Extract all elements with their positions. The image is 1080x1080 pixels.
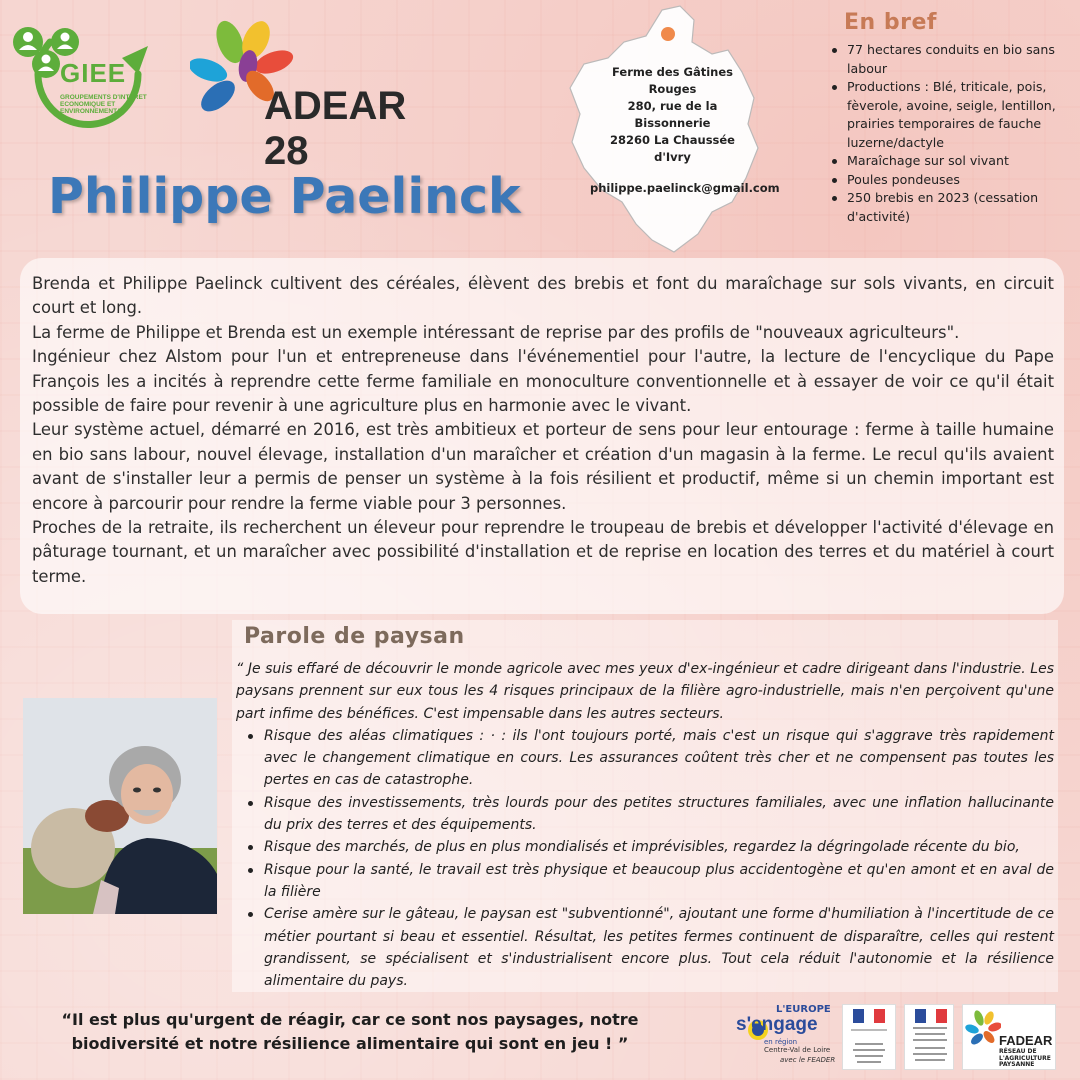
ministry-text-block-icon xyxy=(909,1027,951,1067)
presentation-paragraph: La ferme de Philippe et Brenda est un exemple intéressant de reprise par des profils de "nouveaux agriculteurs". xyxy=(32,322,960,342)
adear-logo xyxy=(190,20,450,173)
europe-line1: L'EUROPE xyxy=(776,1004,831,1015)
list-item: Productions : Blé, triticale, pois, fèverole, avoine, seigle, lentillon, prairies temporaires de fauche luzerne/dactyle xyxy=(828,78,1058,152)
list-item: Poules pondeuses xyxy=(828,171,1058,190)
europe-feader-logo xyxy=(736,1004,836,1066)
europe-line5: avec le FEADER xyxy=(780,1056,836,1064)
page-title: Philippe Paelinck xyxy=(48,168,521,225)
farm-street: 280, rue de la Bissonnerie xyxy=(627,99,718,130)
ministry-agriculture-logo xyxy=(842,1004,896,1070)
fadear-logo xyxy=(962,1004,1056,1070)
farmer-photo xyxy=(23,698,217,914)
adear-label: ADEAR 28 xyxy=(264,84,407,173)
fadear-subtitle: RÉSEAU DE L'AGRICULTURE PAYSANNE xyxy=(999,1048,1051,1068)
list-item: 77 hectares conduits en bio sans labour xyxy=(828,41,1058,78)
farmer-with-sheep-photo-icon xyxy=(23,698,217,914)
farm-city: 28260 La Chaussée d'Ivry xyxy=(610,133,735,164)
giee-subtitle: GROUPEMENTS D'INTERET ECONOMIQUE ET ENVIRONNEMENTAL xyxy=(60,94,147,115)
fadear-name: FADEAR xyxy=(999,1033,1053,1048)
parole-panel xyxy=(232,620,1058,992)
farm-address xyxy=(590,64,780,197)
farm-email[interactable]: philippe.paelinck@gmail.com xyxy=(590,181,780,195)
french-flag-icon xyxy=(915,1009,947,1023)
list-item: 250 brebis en 2023 (cessation d'activité) xyxy=(828,189,1058,226)
risk-list xyxy=(236,725,1054,993)
farm-location-marker xyxy=(661,27,675,41)
list-item: Cerise amère sur le gâteau, le paysan est "subventionné", ajoutant une forme d'humiliation à l'incertitude de ce métier pourtant si beau et essentiel. Résultat, les petites fermes continuent de disparaître, celles qui restent grandissent, se spécialisent et s'industrialisent encore plus. Tout cela réduit l'autonomie et la résilience alimentaire du pays. xyxy=(236,903,1054,992)
parole-title: Parole de paysan xyxy=(244,624,465,649)
presentation-paragraph: Proches de la retraite, ils recherchent un éleveur pour reprendre le troupeau de brebis et développer l'activité d'élevage en pâturage tournant, et un maraîcher avec possibilité d'installation et de reprise en location des terres et du matériel à court terme. xyxy=(32,518,1054,586)
ministry-text-block-icon xyxy=(847,1027,891,1067)
presentation-paragraph: Brenda et Philippe Paelinck cultivent des céréales, élèvent des brebis et font du maraîchage sur sols vivants, en circuit court et long. xyxy=(32,274,1054,318)
parole-body xyxy=(236,658,1054,992)
farm-name: Ferme des Gâtines Rouges xyxy=(612,65,733,96)
list-item: Risque pour la santé, le travail est très physique et beaucoup plus accidentogène et qu'en amont et en aval de la filière xyxy=(236,859,1054,904)
en-bref-title: En bref xyxy=(844,10,937,35)
europe-line2: s'engage xyxy=(736,1014,818,1035)
list-item: Maraîchage sur sol vivant xyxy=(828,152,1058,171)
europe-line4: Centre-Val de Loire xyxy=(764,1046,831,1054)
presentation-paragraph: Leur système actuel, démarré en 2016, est très ambitieux et porteur de sens pour leur entourage : ferme à taille humaine en bio sans labour, nouvel élevage, installation d'un maraîcher et création d'un magasin à la ferme. Le recul qu'ils avaient avant de s'installer leur a permis de penser un système à la fois résilient et productif, même si un chemin important est encore à parcourir pour rendre la ferme viable pour 3 personnes. xyxy=(32,420,1054,513)
list-item: Risque des investissements, très lourds pour des petites structures familiales, avec une inflation hallucinante du prix des terres et des équipements. xyxy=(236,792,1054,837)
giee-title: GIEE xyxy=(60,58,127,88)
french-flag-icon xyxy=(853,1009,885,1023)
bottom-quote: “Il est plus qu'urgent de réagir, car ce sont nos paysages, notre biodiversité et notre résilience alimentaire qui sont en jeu ! ” xyxy=(61,1010,639,1053)
flower-petals-icon xyxy=(965,1009,1001,1049)
giee-logo xyxy=(10,12,152,136)
en-bref-section xyxy=(828,10,1058,226)
list-item: Risque des aléas climatiques : · : ils l'ont toujours porté, mais c'est un risque qui s'aggrave très rapidement avec le changement climatique en cours. Les assurances coûtent très cher et ne compensent pas toutes les pertes en cas de catastrophe. xyxy=(236,725,1054,792)
europe-line3: en région xyxy=(764,1038,798,1046)
ministry-logo xyxy=(904,1004,954,1070)
en-bref-list xyxy=(828,41,1058,226)
presentation-panel xyxy=(20,258,1064,614)
list-item: Risque des marchés, de plus en plus mondialisés et imprévisibles, regardez la dégringolade récente du bio, xyxy=(236,836,1054,858)
parole-intro: “ Je suis effaré de découvrir le monde agricole avec mes yeux d'ex-ingénieur et cadre dirigeant dans l'industrie. Les paysans prennent sur eux tous les 4 risques principaux de la filière agro-industrielle, mais n'en perçoivent qu'une part infime des bénéfices. C'est impensable dans les autres secteurs. xyxy=(236,661,1054,722)
presentation-paragraph: Ingénieur chez Alstom pour l'un et entrepreneuse dans l'événementiel pour l'autre, la lecture de l'encyclique du Pape François les a incités à reprendre cette ferme familiale en monoculture conventionnelle et à essayer de voir ce qu'il était possible de faire pour revenir à une agriculture plus en harmonie avec le vivant. xyxy=(32,347,1054,416)
location-map xyxy=(562,2,782,257)
